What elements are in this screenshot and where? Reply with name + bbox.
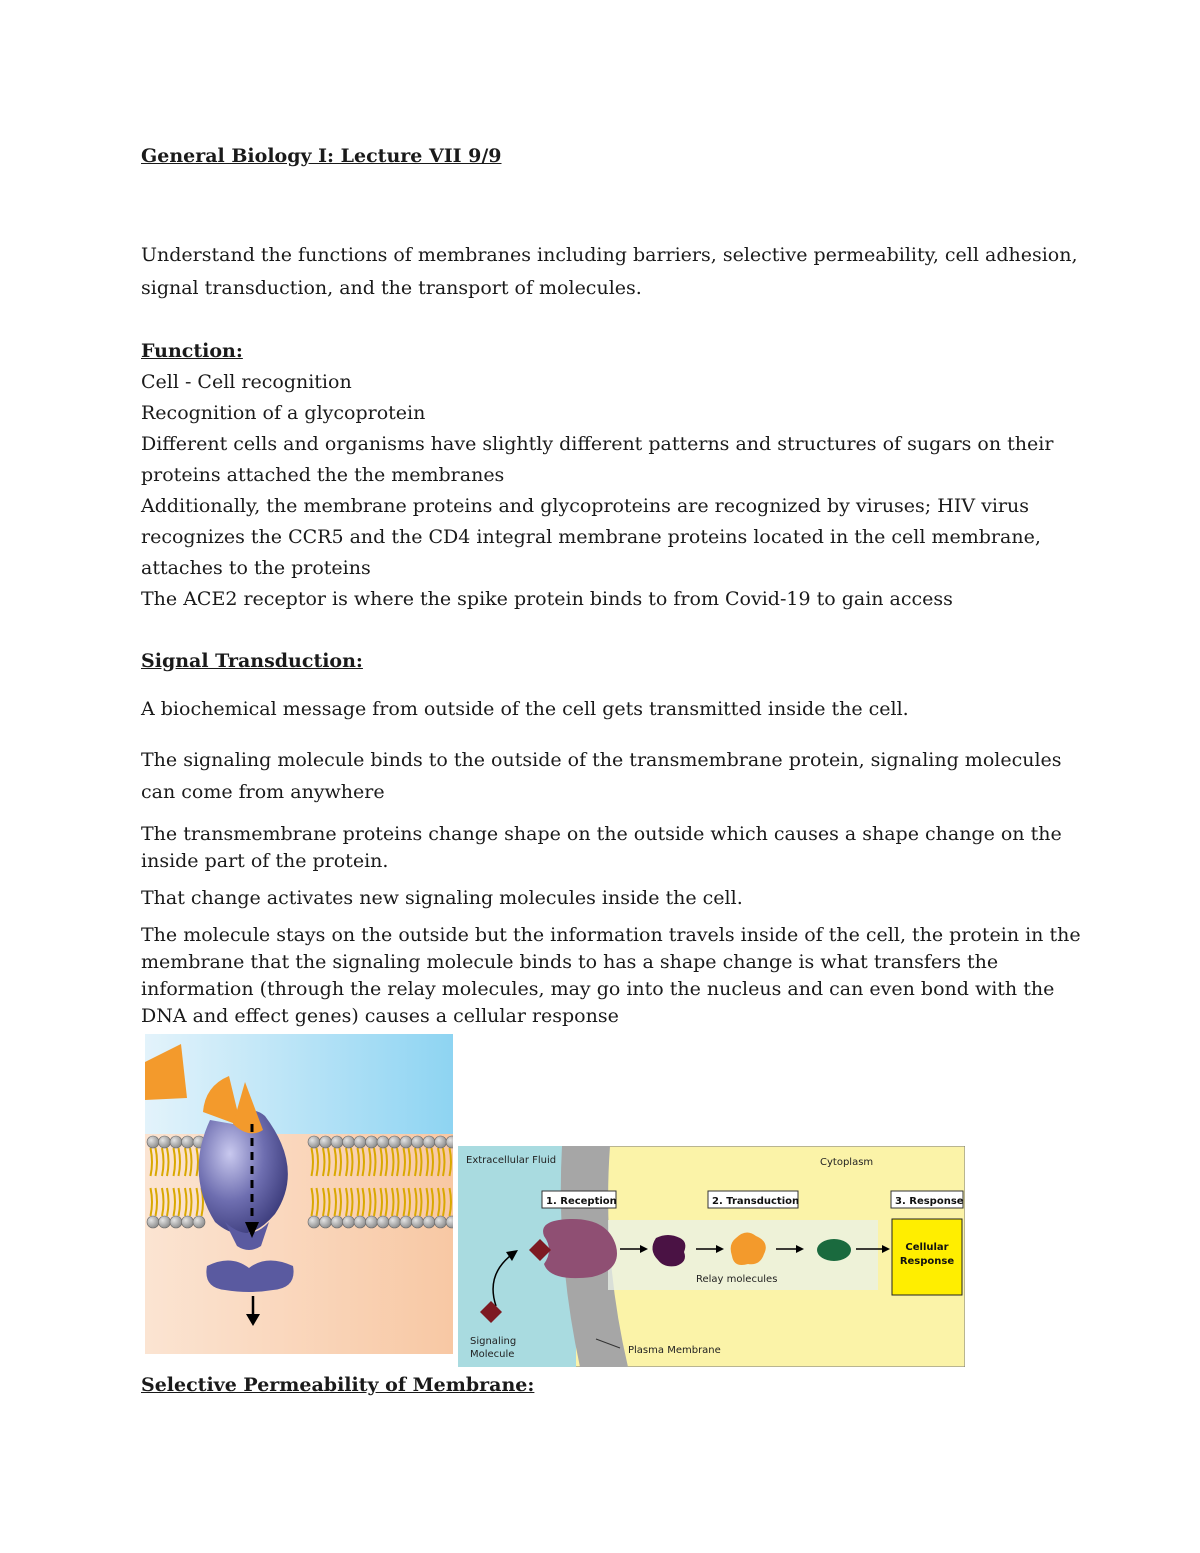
signal-paragraph-5: The molecule stays on the outside but the information travels inside of the cell, the protein in the xyxy=(141,924,1081,946)
response-text-line-2: Response xyxy=(899,1256,955,1267)
function-line: attaches to the proteins xyxy=(141,557,371,579)
intro-line-2: signal transduction, and the transport of molecules. xyxy=(141,277,642,299)
extracellular-label: Extracellular Fluid xyxy=(466,1155,557,1166)
function-heading: Function: xyxy=(141,340,243,362)
signal-paragraph-3: inside part of the protein. xyxy=(141,850,389,872)
signal-heading: Signal Transduction: xyxy=(141,650,363,672)
function-line: Cell - Cell recognition xyxy=(141,371,352,393)
signal-transduction-diagram xyxy=(458,1146,965,1367)
signal-paragraph-4: That change activates new signaling molecules inside the cell. xyxy=(141,887,743,909)
signal-paragraph-3: The transmembrane proteins change shape on the outside which causes a shape change on the xyxy=(141,823,1062,845)
signal-paragraph-5: membrane that the signaling molecule binds to has a shape change is what transfers the xyxy=(141,951,999,973)
signal-paragraph-2: can come from anywhere xyxy=(141,781,385,803)
signaling-molecule-label-1: Signaling xyxy=(470,1336,517,1347)
signal-paragraph-2: The signaling molecule binds to the outside of the transmembrane protein, signaling molecules xyxy=(141,749,1062,771)
relay-molecules-label: Relay molecules xyxy=(696,1274,778,1285)
plasma-membrane-label: Plasma Membrane xyxy=(628,1345,721,1356)
signal-paragraph-1: A biochemical message from outside of the cell gets transmitted inside the cell. xyxy=(141,698,909,720)
response-text-line-1: Cellular xyxy=(905,1242,949,1253)
step-response-label: 3. Response xyxy=(895,1196,964,1207)
signal-paragraph-5: information (through the relay molecules, may go into the nucleus and can even bond with the xyxy=(141,978,1055,1000)
function-line: Different cells and organisms have slightly different patterns and structures of sugars on their xyxy=(141,433,1054,455)
signaling-molecule-label-2: Molecule xyxy=(470,1349,515,1360)
selective-permeability-heading: Selective Permeability of Membrane: xyxy=(141,1374,535,1396)
step-transduction-label: 2. Transduction xyxy=(712,1196,800,1207)
cytoplasm-label: Cytoplasm xyxy=(820,1157,874,1168)
step-reception-label: 1. Reception xyxy=(546,1196,617,1207)
function-line: The ACE2 receptor is where the spike protein binds to from Covid-19 to gain access xyxy=(141,588,953,610)
intro-line-1: Understand the functions of membranes including barriers, selective permeability, cell adhesion, xyxy=(141,244,1078,266)
function-line: Additionally, the membrane proteins and glycoproteins are recognized by viruses; HIV virus xyxy=(141,495,1029,517)
receptor-membrane-figure xyxy=(145,1034,453,1354)
relay-molecule-3-icon xyxy=(817,1239,851,1261)
function-line: recognizes the CCR5 and the CD4 integral membrane proteins located in the cell membrane, xyxy=(141,526,1041,548)
page-title: General Biology I: Lecture VII 9/9 xyxy=(141,145,502,167)
signal-paragraph-5: DNA and effect genes) causes a cellular response xyxy=(141,1005,619,1027)
function-line: Recognition of a glycoprotein xyxy=(141,402,426,424)
function-line: proteins attached the the membranes xyxy=(141,464,505,486)
